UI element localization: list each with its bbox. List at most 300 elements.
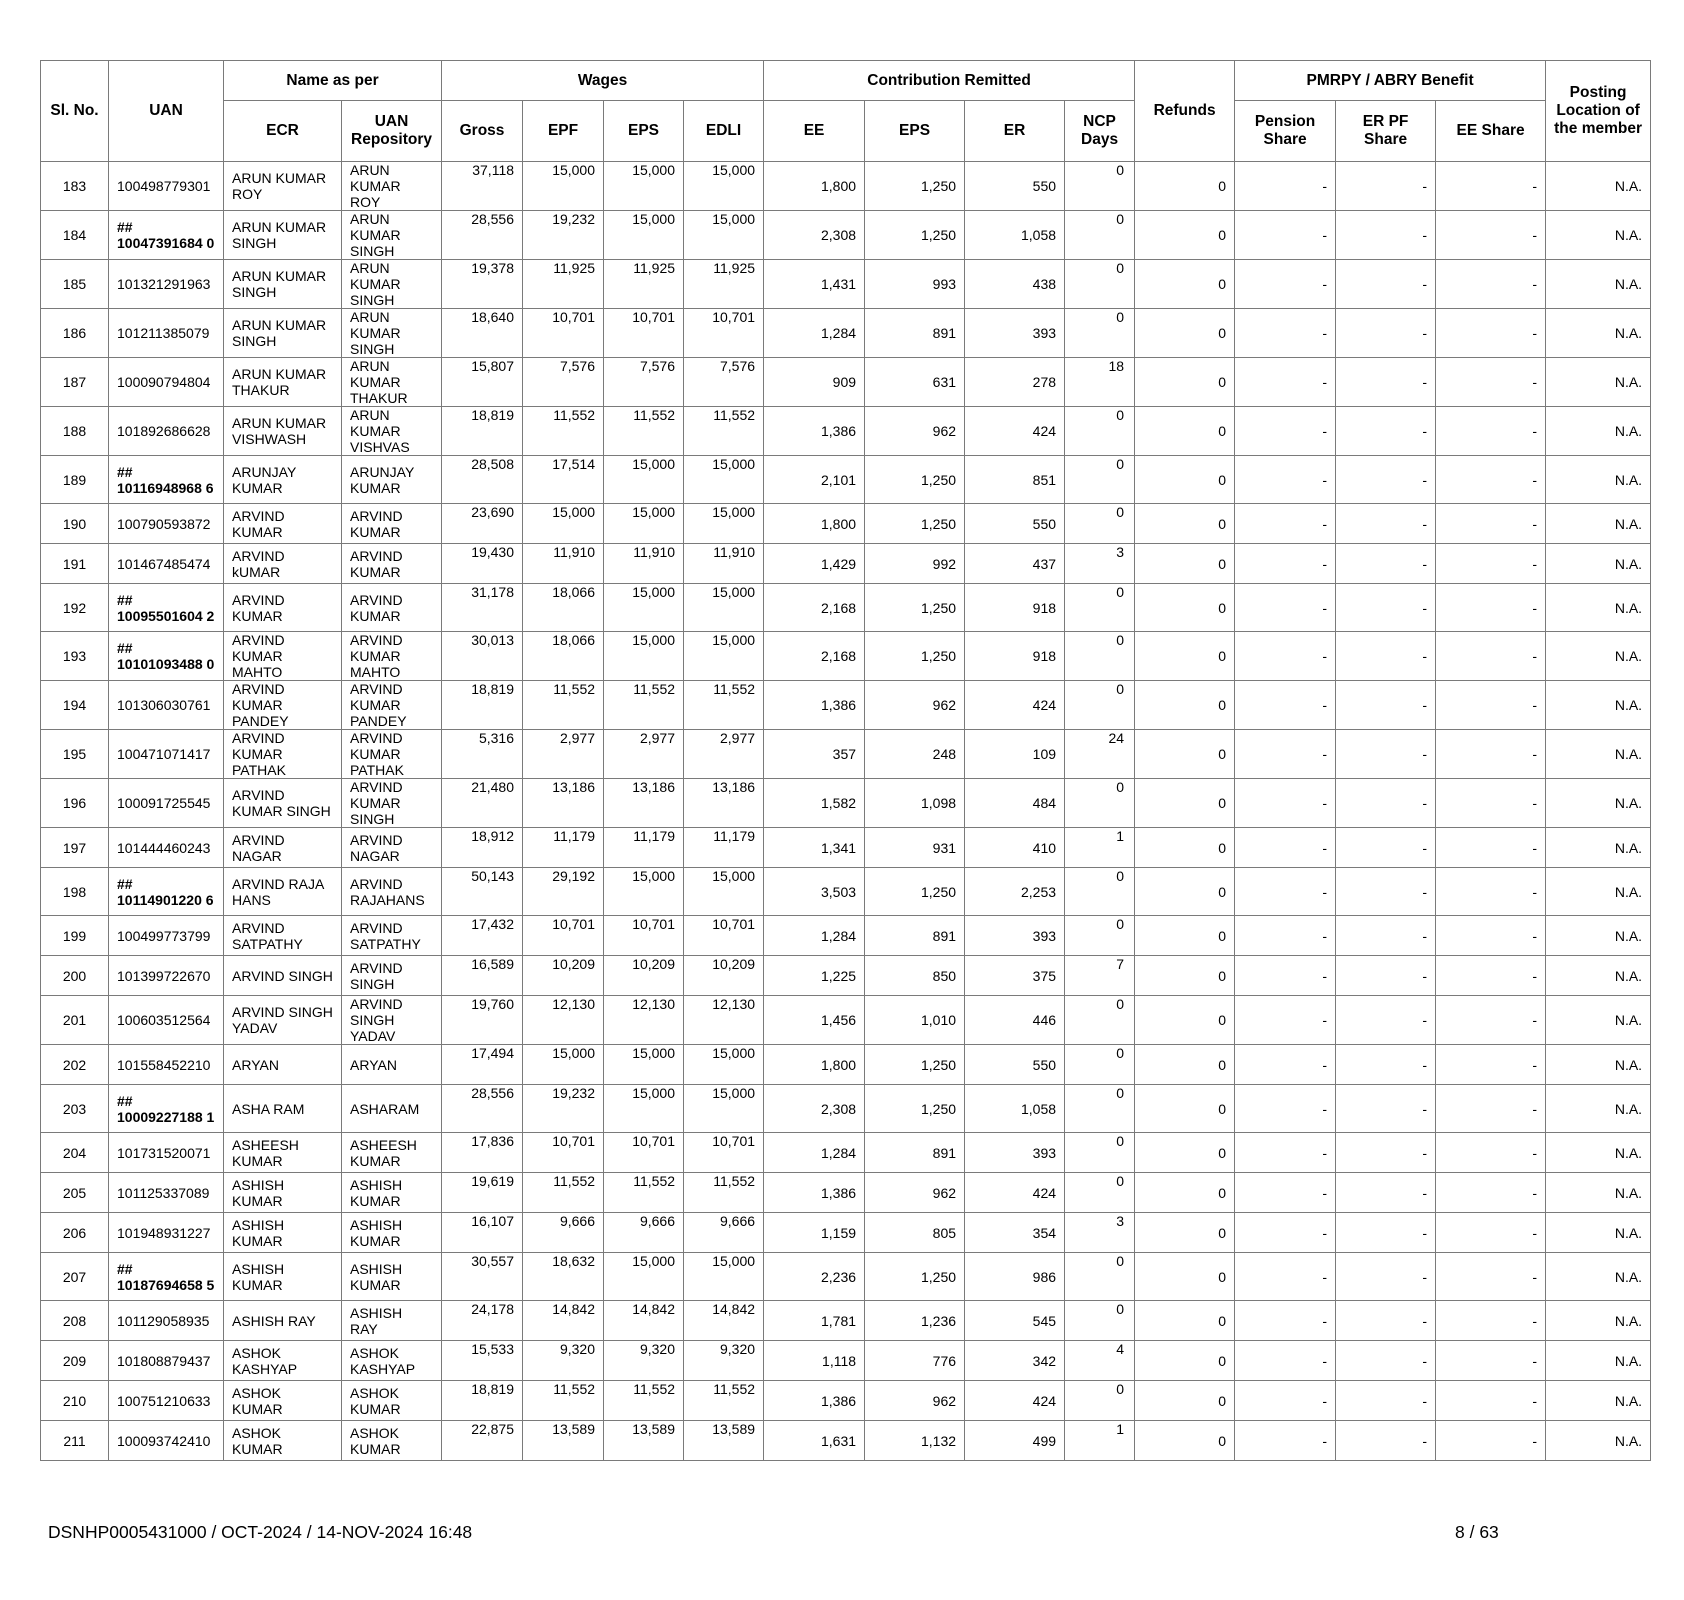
- row-epf: 10,701: [523, 309, 604, 358]
- row-gross: 30,013: [442, 632, 523, 681]
- row-posting-location: N.A.: [1546, 1213, 1651, 1253]
- table-row: [41, 916, 1651, 956]
- row-uan: 100471071417: [109, 730, 224, 779]
- table-row: [41, 162, 1651, 211]
- row-er-pf-share: -: [1336, 1341, 1436, 1381]
- row-uan: 101731520071: [109, 1133, 224, 1173]
- header-er: ER: [965, 101, 1065, 162]
- row-gross: 21,480: [442, 779, 523, 828]
- row-ee: 2,168: [764, 632, 865, 681]
- row-edli: 14,842: [684, 1301, 764, 1341]
- row-sl-no: 189: [41, 456, 109, 504]
- row-pension-share: -: [1235, 1301, 1336, 1341]
- row-epf: 11,552: [523, 407, 604, 456]
- row-eps-contribution: 805: [865, 1213, 965, 1253]
- row-name-ecr: ASHISH KUMAR: [224, 1253, 342, 1301]
- row-eps-wages: 15,000: [604, 1045, 684, 1085]
- row-er-pf-share: -: [1336, 868, 1436, 916]
- row-ncp-days: 0: [1065, 1173, 1135, 1213]
- row-refunds: 0: [1135, 260, 1235, 309]
- table-row: [41, 681, 1651, 730]
- row-ee: 1,159: [764, 1213, 865, 1253]
- row-ee: 1,284: [764, 309, 865, 358]
- row-epf: 2,977: [523, 730, 604, 779]
- row-ee: 1,456: [764, 996, 865, 1045]
- row-ee: 1,631: [764, 1421, 865, 1461]
- row-epf: 17,514: [523, 456, 604, 504]
- row-ee: 1,781: [764, 1301, 865, 1341]
- table-row: [41, 1085, 1651, 1133]
- row-refunds: 0: [1135, 544, 1235, 584]
- row-name-ecr: ARVIND SINGH: [224, 956, 342, 996]
- row-refunds: 0: [1135, 309, 1235, 358]
- table-row: [41, 1381, 1651, 1421]
- row-er: 375: [965, 956, 1065, 996]
- row-refunds: 0: [1135, 1341, 1235, 1381]
- row-ee-share: -: [1436, 956, 1546, 996]
- row-eps-wages: 10,701: [604, 309, 684, 358]
- row-er-pf-share: -: [1336, 1253, 1436, 1301]
- row-posting-location: N.A.: [1546, 407, 1651, 456]
- row-sl-no: 183: [41, 162, 109, 211]
- row-name-uan-repository: ASHISH KUMAR: [342, 1253, 442, 1301]
- row-edli: 15,000: [684, 211, 764, 260]
- row-er: 424: [965, 1173, 1065, 1213]
- row-ncp-days: 24: [1065, 730, 1135, 779]
- row-ee: 1,386: [764, 681, 865, 730]
- page-number: 8 / 63: [1455, 1522, 1499, 1542]
- row-posting-location: N.A.: [1546, 1173, 1651, 1213]
- row-uan: 101321291963: [109, 260, 224, 309]
- row-gross: 17,836: [442, 1133, 523, 1173]
- row-eps-wages: 15,000: [604, 211, 684, 260]
- row-eps-wages: 12,130: [604, 996, 684, 1045]
- row-er-pf-share: -: [1336, 779, 1436, 828]
- row-uan: 101125337089: [109, 1173, 224, 1213]
- row-er: 550: [965, 162, 1065, 211]
- row-edli: 15,000: [684, 1085, 764, 1133]
- row-er-pf-share: -: [1336, 456, 1436, 504]
- row-posting-location: N.A.: [1546, 211, 1651, 260]
- row-posting-location: N.A.: [1546, 1045, 1651, 1085]
- header-ee: EE: [764, 101, 865, 162]
- row-sl-no: 204: [41, 1133, 109, 1173]
- header-eps-contribution: EPS: [865, 101, 965, 162]
- row-gross: 28,556: [442, 211, 523, 260]
- table-row: [41, 1301, 1651, 1341]
- row-name-ecr: ARYAN: [224, 1045, 342, 1085]
- row-ncp-days: 0: [1065, 260, 1135, 309]
- row-er: 545: [965, 1301, 1065, 1341]
- row-er: 393: [965, 309, 1065, 358]
- row-gross: 17,494: [442, 1045, 523, 1085]
- row-ee-share: -: [1436, 1381, 1546, 1421]
- row-gross: 30,557: [442, 1253, 523, 1301]
- header-ee-share: EE Share: [1436, 101, 1546, 162]
- row-gross: 17,432: [442, 916, 523, 956]
- row-gross: 24,178: [442, 1301, 523, 1341]
- row-name-uan-repository: ARUN KUMAR SINGH: [342, 211, 442, 260]
- row-eps-wages: 11,552: [604, 407, 684, 456]
- table-row: [41, 779, 1651, 828]
- row-uan: ## 10187694658 5: [109, 1253, 224, 1301]
- row-name-uan-repository: ARVIND KUMAR PATHAK: [342, 730, 442, 779]
- row-edli: 10,701: [684, 309, 764, 358]
- row-ee-share: -: [1436, 162, 1546, 211]
- row-uan: ## 10095501604 2: [109, 584, 224, 632]
- row-eps-wages: 11,552: [604, 1173, 684, 1213]
- row-refunds: 0: [1135, 681, 1235, 730]
- row-ee: 1,225: [764, 956, 865, 996]
- row-eps-contribution: 1,250: [865, 632, 965, 681]
- row-edli: 12,130: [684, 996, 764, 1045]
- row-name-uan-repository: ARUN KUMAR ROY: [342, 162, 442, 211]
- row-ncp-days: 0: [1065, 407, 1135, 456]
- row-refunds: 0: [1135, 1381, 1235, 1421]
- row-edli: 13,589: [684, 1421, 764, 1461]
- row-refunds: 0: [1135, 730, 1235, 779]
- row-ncp-days: 1: [1065, 828, 1135, 868]
- row-ee: 1,386: [764, 1381, 865, 1421]
- row-eps-wages: 11,552: [604, 681, 684, 730]
- row-eps-contribution: 1,250: [865, 1045, 965, 1085]
- row-ncp-days: 0: [1065, 1381, 1135, 1421]
- row-er: 1,058: [965, 211, 1065, 260]
- row-refunds: 0: [1135, 1421, 1235, 1461]
- row-er-pf-share: -: [1336, 1173, 1436, 1213]
- row-ncp-days: 0: [1065, 632, 1135, 681]
- row-refunds: 0: [1135, 162, 1235, 211]
- table-row: [41, 1421, 1651, 1461]
- row-sl-no: 185: [41, 260, 109, 309]
- row-refunds: 0: [1135, 1253, 1235, 1301]
- row-pension-share: -: [1235, 504, 1336, 544]
- row-ee-share: -: [1436, 681, 1546, 730]
- header-contribution-remitted: Contribution Remitted: [764, 61, 1135, 101]
- row-gross: 18,819: [442, 681, 523, 730]
- row-edli: 11,552: [684, 1381, 764, 1421]
- row-ncp-days: 0: [1065, 1085, 1135, 1133]
- row-epf: 7,576: [523, 358, 604, 407]
- footer-reference: DSNHP0005431000 / OCT-2024 / 14-NOV-2024 16:48: [48, 1522, 473, 1542]
- row-er-pf-share: -: [1336, 1133, 1436, 1173]
- row-sl-no: 205: [41, 1173, 109, 1213]
- row-refunds: 0: [1135, 211, 1235, 260]
- row-refunds: 0: [1135, 868, 1235, 916]
- row-ee: 2,308: [764, 211, 865, 260]
- row-name-ecr: ASHOK KASHYAP: [224, 1341, 342, 1381]
- row-refunds: 0: [1135, 828, 1235, 868]
- row-epf: 11,552: [523, 1173, 604, 1213]
- row-epf: 10,701: [523, 916, 604, 956]
- row-ncp-days: 0: [1065, 1133, 1135, 1173]
- row-ncp-days: 0: [1065, 916, 1135, 956]
- row-er-pf-share: -: [1336, 1213, 1436, 1253]
- row-er: 393: [965, 916, 1065, 956]
- row-gross: 19,430: [442, 544, 523, 584]
- row-eps-contribution: 776: [865, 1341, 965, 1381]
- row-epf: 11,179: [523, 828, 604, 868]
- row-gross: 18,819: [442, 407, 523, 456]
- header-sl-no: Sl. No.: [41, 61, 109, 162]
- row-name-ecr: ARVIND kUMAR: [224, 544, 342, 584]
- row-ee-share: -: [1436, 1253, 1546, 1301]
- row-ee-share: -: [1436, 632, 1546, 681]
- row-edli: 7,576: [684, 358, 764, 407]
- row-eps-wages: 9,320: [604, 1341, 684, 1381]
- row-name-uan-repository: ARVIND KUMAR: [342, 504, 442, 544]
- row-refunds: 0: [1135, 1301, 1235, 1341]
- row-eps-contribution: 962: [865, 1173, 965, 1213]
- row-er-pf-share: -: [1336, 916, 1436, 956]
- row-sl-no: 211: [41, 1421, 109, 1461]
- row-name-ecr: ASHOK KUMAR: [224, 1381, 342, 1421]
- row-ee: 357: [764, 730, 865, 779]
- row-ncp-days: 0: [1065, 584, 1135, 632]
- row-ncp-days: 18: [1065, 358, 1135, 407]
- row-ee-share: -: [1436, 1133, 1546, 1173]
- row-ee: 1,386: [764, 1173, 865, 1213]
- row-epf: 12,130: [523, 996, 604, 1045]
- row-pension-share: -: [1235, 956, 1336, 996]
- row-eps-wages: 15,000: [604, 632, 684, 681]
- row-name-uan-repository: ARVIND SATPATHY: [342, 916, 442, 956]
- row-name-uan-repository: ASHOK KASHYAP: [342, 1341, 442, 1381]
- row-name-uan-repository: ASHISH RAY: [342, 1301, 442, 1341]
- row-refunds: 0: [1135, 456, 1235, 504]
- row-sl-no: 210: [41, 1381, 109, 1421]
- row-ee: 1,284: [764, 1133, 865, 1173]
- row-name-uan-repository: ARVIND KUMAR: [342, 544, 442, 584]
- row-uan: 100498779301: [109, 162, 224, 211]
- row-ncp-days: 0: [1065, 211, 1135, 260]
- row-ee: 1,429: [764, 544, 865, 584]
- table-row: [41, 456, 1651, 504]
- row-name-uan-repository: ARVIND SINGH YADAV: [342, 996, 442, 1045]
- row-ncp-days: 0: [1065, 1301, 1135, 1341]
- row-er-pf-share: -: [1336, 211, 1436, 260]
- row-ee-share: -: [1436, 1045, 1546, 1085]
- row-uan: 101306030761: [109, 681, 224, 730]
- row-posting-location: N.A.: [1546, 828, 1651, 868]
- row-edli: 2,977: [684, 730, 764, 779]
- row-name-uan-repository: ARVIND SINGH: [342, 956, 442, 996]
- row-sl-no: 198: [41, 868, 109, 916]
- row-er-pf-share: -: [1336, 309, 1436, 358]
- row-er: 278: [965, 358, 1065, 407]
- table-row: [41, 868, 1651, 916]
- row-posting-location: N.A.: [1546, 956, 1651, 996]
- row-posting-location: N.A.: [1546, 779, 1651, 828]
- table-row: [41, 730, 1651, 779]
- row-pension-share: -: [1235, 1253, 1336, 1301]
- row-posting-location: N.A.: [1546, 996, 1651, 1045]
- row-eps-contribution: 962: [865, 407, 965, 456]
- row-name-ecr: ARUN KUMAR ROY: [224, 162, 342, 211]
- row-er: 986: [965, 1253, 1065, 1301]
- row-edli: 15,000: [684, 1045, 764, 1085]
- row-er: 918: [965, 584, 1065, 632]
- table-row: [41, 504, 1651, 544]
- row-epf: 19,232: [523, 1085, 604, 1133]
- row-name-ecr: ARVIND KUMAR PANDEY: [224, 681, 342, 730]
- row-eps-contribution: 850: [865, 956, 965, 996]
- row-sl-no: 196: [41, 779, 109, 828]
- row-pension-share: -: [1235, 1341, 1336, 1381]
- table-row: [41, 632, 1651, 681]
- row-eps-contribution: 1,250: [865, 1253, 965, 1301]
- row-refunds: 0: [1135, 1133, 1235, 1173]
- row-ee: 1,800: [764, 504, 865, 544]
- row-eps-wages: 13,589: [604, 1421, 684, 1461]
- row-eps-wages: 15,000: [604, 456, 684, 504]
- row-er-pf-share: -: [1336, 956, 1436, 996]
- row-er-pf-share: -: [1336, 1045, 1436, 1085]
- header-er-pf-share: ER PF Share: [1336, 101, 1436, 162]
- row-name-uan-repository: ARVIND KUMAR: [342, 584, 442, 632]
- row-eps-contribution: 962: [865, 681, 965, 730]
- table-row: [41, 358, 1651, 407]
- row-eps-contribution: 1,250: [865, 211, 965, 260]
- row-gross: 15,533: [442, 1341, 523, 1381]
- row-eps-wages: 7,576: [604, 358, 684, 407]
- row-uan: 101948931227: [109, 1213, 224, 1253]
- row-ncp-days: 0: [1065, 504, 1135, 544]
- row-sl-no: 194: [41, 681, 109, 730]
- row-refunds: 0: [1135, 358, 1235, 407]
- row-ee-share: -: [1436, 1213, 1546, 1253]
- row-uan: ## 10116948968 6: [109, 456, 224, 504]
- row-pension-share: -: [1235, 916, 1336, 956]
- row-er: 446: [965, 996, 1065, 1045]
- row-epf: 13,589: [523, 1421, 604, 1461]
- row-uan: 101444460243: [109, 828, 224, 868]
- row-epf: 9,320: [523, 1341, 604, 1381]
- row-ee: 1,800: [764, 1045, 865, 1085]
- row-eps-wages: 15,000: [604, 504, 684, 544]
- row-ee-share: -: [1436, 1085, 1546, 1133]
- row-eps-contribution: 631: [865, 358, 965, 407]
- row-gross: 15,807: [442, 358, 523, 407]
- row-er: 393: [965, 1133, 1065, 1173]
- row-uan: ## 10101093488 0: [109, 632, 224, 681]
- row-name-ecr: ARUN KUMAR VISHWASH: [224, 407, 342, 456]
- row-posting-location: N.A.: [1546, 1133, 1651, 1173]
- row-uan: 101808879437: [109, 1341, 224, 1381]
- header-edli: EDLI: [684, 101, 764, 162]
- row-ee-share: -: [1436, 996, 1546, 1045]
- row-posting-location: N.A.: [1546, 456, 1651, 504]
- row-posting-location: N.A.: [1546, 1301, 1651, 1341]
- row-er-pf-share: -: [1336, 407, 1436, 456]
- row-gross: 18,640: [442, 309, 523, 358]
- table-row: [41, 1045, 1651, 1085]
- row-pension-share: -: [1235, 260, 1336, 309]
- row-sl-no: 203: [41, 1085, 109, 1133]
- row-ee-share: -: [1436, 730, 1546, 779]
- row-er-pf-share: -: [1336, 1421, 1436, 1461]
- row-eps-contribution: 891: [865, 1133, 965, 1173]
- row-name-ecr: ARUN KUMAR THAKUR: [224, 358, 342, 407]
- table-row: [41, 260, 1651, 309]
- row-pension-share: -: [1235, 681, 1336, 730]
- row-er: 1,058: [965, 1085, 1065, 1133]
- row-ncp-days: 0: [1065, 1045, 1135, 1085]
- row-gross: 18,819: [442, 1381, 523, 1421]
- row-epf: 11,910: [523, 544, 604, 584]
- row-posting-location: N.A.: [1546, 730, 1651, 779]
- row-refunds: 0: [1135, 956, 1235, 996]
- row-pension-share: -: [1235, 779, 1336, 828]
- row-refunds: 0: [1135, 1045, 1235, 1085]
- row-epf: 18,066: [523, 584, 604, 632]
- row-uan: ## 10009227188 1: [109, 1085, 224, 1133]
- row-edli: 9,320: [684, 1341, 764, 1381]
- row-name-uan-repository: ARUN KUMAR SINGH: [342, 309, 442, 358]
- row-ee-share: -: [1436, 456, 1546, 504]
- row-epf: 11,925: [523, 260, 604, 309]
- row-eps-wages: 15,000: [604, 1085, 684, 1133]
- row-name-uan-repository: ARUN KUMAR VISHVAS: [342, 407, 442, 456]
- row-gross: 19,619: [442, 1173, 523, 1213]
- row-refunds: 0: [1135, 779, 1235, 828]
- row-name-ecr: ASHISH RAY: [224, 1301, 342, 1341]
- row-sl-no: 202: [41, 1045, 109, 1085]
- row-name-ecr: ARVIND KUMAR PATHAK: [224, 730, 342, 779]
- row-name-ecr: ARUN KUMAR SINGH: [224, 211, 342, 260]
- header-eps-wages: EPS: [604, 101, 684, 162]
- row-eps-contribution: 1,250: [865, 868, 965, 916]
- table-row: [41, 407, 1651, 456]
- row-er-pf-share: -: [1336, 504, 1436, 544]
- row-er: 342: [965, 1341, 1065, 1381]
- row-edli: 10,701: [684, 916, 764, 956]
- row-epf: 14,842: [523, 1301, 604, 1341]
- row-sl-no: 200: [41, 956, 109, 996]
- row-gross: 5,316: [442, 730, 523, 779]
- row-pension-share: -: [1235, 584, 1336, 632]
- row-ee-share: -: [1436, 584, 1546, 632]
- row-eps-wages: 15,000: [604, 868, 684, 916]
- row-epf: 15,000: [523, 1045, 604, 1085]
- row-epf: 19,232: [523, 211, 604, 260]
- row-sl-no: 195: [41, 730, 109, 779]
- row-eps-wages: 15,000: [604, 584, 684, 632]
- row-edli: 15,000: [684, 1253, 764, 1301]
- row-gross: 19,378: [442, 260, 523, 309]
- row-pension-share: -: [1235, 211, 1336, 260]
- row-epf: 11,552: [523, 681, 604, 730]
- row-ncp-days: 0: [1065, 681, 1135, 730]
- row-edli: 11,910: [684, 544, 764, 584]
- header-uan: UAN: [109, 61, 224, 162]
- row-epf: 11,552: [523, 1381, 604, 1421]
- row-name-uan-repository: ARVIND KUMAR PANDEY: [342, 681, 442, 730]
- table-row: [41, 828, 1651, 868]
- row-uan: 101399722670: [109, 956, 224, 996]
- row-pension-share: -: [1235, 162, 1336, 211]
- row-epf: 29,192: [523, 868, 604, 916]
- row-ee: 1,431: [764, 260, 865, 309]
- table-row: [41, 544, 1651, 584]
- row-pension-share: -: [1235, 1045, 1336, 1085]
- row-ncp-days: 7: [1065, 956, 1135, 996]
- row-name-ecr: ARVIND SINGH YADAV: [224, 996, 342, 1045]
- row-er: 354: [965, 1213, 1065, 1253]
- row-uan: 100751210633: [109, 1381, 224, 1421]
- row-name-uan-repository: ARYAN: [342, 1045, 442, 1085]
- row-ncp-days: 0: [1065, 868, 1135, 916]
